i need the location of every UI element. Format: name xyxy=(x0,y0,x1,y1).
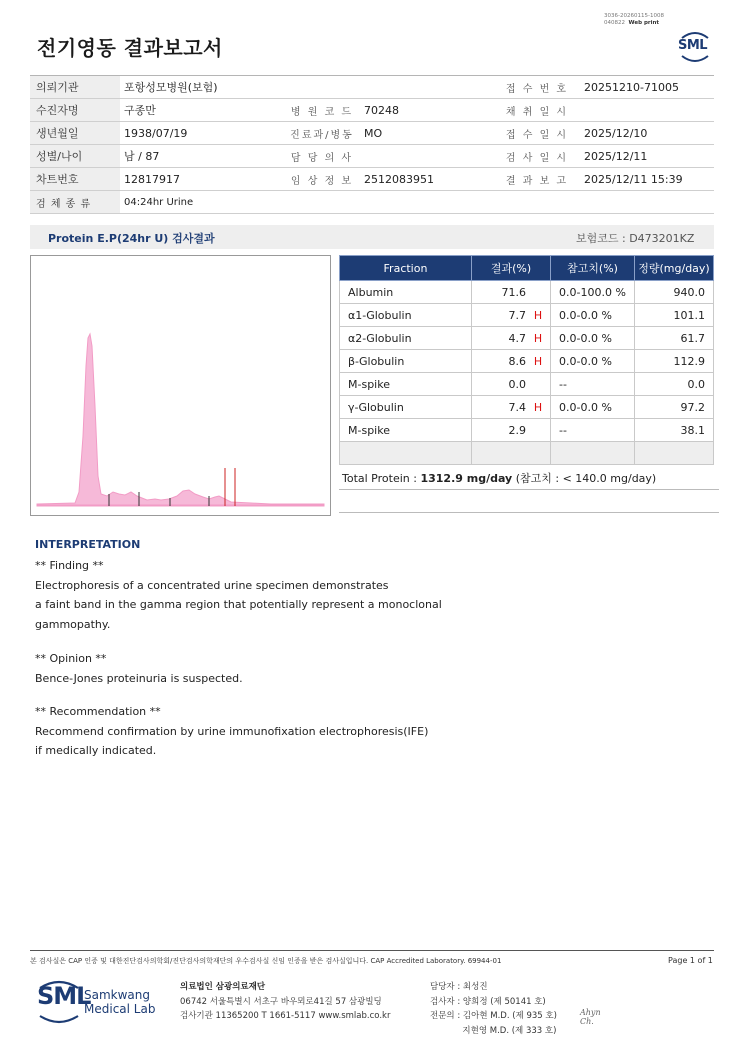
info-value: MO xyxy=(360,122,490,145)
info-value: 2025/12/11 xyxy=(580,145,714,168)
fraction-name: β-Globulin xyxy=(340,350,472,373)
info-value: 70248 xyxy=(360,99,490,122)
fraction-amount: 0.0 xyxy=(635,373,714,396)
high-flag: H xyxy=(533,400,543,414)
col-header-fraction: Fraction xyxy=(340,256,472,281)
info-row xyxy=(30,122,714,145)
fraction-amount: 38.1 xyxy=(635,419,714,442)
fraction-result: 7.7 H xyxy=(472,304,551,327)
signature: Ahyn Ch. xyxy=(580,1008,601,1026)
info-value: 2025/12/10 xyxy=(580,122,714,145)
high-flag: H xyxy=(533,308,543,322)
electrophoresis-graph xyxy=(30,255,331,516)
fraction-result: 4.7 H xyxy=(472,327,551,350)
fraction-name: M-spike xyxy=(340,373,472,396)
info-value xyxy=(360,145,490,168)
interpretation-heading: INTERPRETATION xyxy=(35,538,141,551)
fraction-reference: -- xyxy=(551,373,635,396)
info-row xyxy=(30,99,714,122)
info-label: 성별/나이 xyxy=(30,145,120,168)
info-label: 의뢰기관 xyxy=(30,76,120,99)
print-code: 3036-20260115-1008 040822 Web print xyxy=(604,13,664,26)
info-label: 담 당 의 사 xyxy=(280,145,360,168)
sml-logo: SML xyxy=(676,30,714,64)
footer-divider xyxy=(30,950,714,951)
staff-info: 담당자 : 최성진 검사자 : 양희정 (제 50141 호) 전문의 : 김아현 M.D. (제 935 호) 지현영 M.D. (제 333 호) xyxy=(430,982,557,1036)
divider xyxy=(339,512,719,513)
fraction-result: 0.0 xyxy=(472,373,551,396)
section-title: Protein E.P(24hr U) 검사결과 xyxy=(48,232,215,245)
info-label: 채 취 일 시 xyxy=(490,99,580,122)
info-row xyxy=(30,168,714,191)
info-row xyxy=(30,76,714,99)
fraction-amount: 101.1 xyxy=(635,304,714,327)
fraction-row xyxy=(340,396,714,419)
page-number: Page 1 of 1 xyxy=(668,956,713,965)
info-value: 20251210-71005 xyxy=(580,76,714,99)
logo-swoosh-icon xyxy=(36,978,82,1026)
info-label: 차트번호 xyxy=(30,168,120,191)
info-label: 결 과 보 고 xyxy=(490,168,580,191)
divider xyxy=(339,489,719,490)
info-value: 1938/07/19 xyxy=(120,122,280,145)
specimen-value: 04:24hr Urine xyxy=(120,191,714,214)
col-header-amount: 정량(mg/day) xyxy=(635,256,714,281)
fraction-reference: 0.0-0.0 % xyxy=(551,327,635,350)
fraction-reference: 0.0-100.0 % xyxy=(551,281,635,304)
info-label: 생년월일 xyxy=(30,122,120,145)
blank-row xyxy=(340,442,714,465)
patient-info-table xyxy=(30,75,714,214)
fraction-name: α2-Globulin xyxy=(340,327,472,350)
fraction-reference: -- xyxy=(551,419,635,442)
fraction-reference: 0.0-0.0 % xyxy=(551,396,635,419)
fraction-name: M-spike xyxy=(340,419,472,442)
fraction-name: α1-Globulin xyxy=(340,304,472,327)
info-label: 수진자명 xyxy=(30,99,120,122)
fraction-amount: 97.2 xyxy=(635,396,714,419)
info-value: 2025/12/11 15:39 xyxy=(580,168,714,191)
info-label: 검 사 일 시 xyxy=(490,145,580,168)
info-value: 2512083951 xyxy=(360,168,490,191)
info-value: 남 / 87 xyxy=(120,145,280,168)
fraction-result: 71.6 xyxy=(472,281,551,304)
total-protein: Total Protein : 1312.9 mg/day (참고치 : < 140.0 mg/day) xyxy=(342,472,657,485)
info-label: 임 상 정 보 xyxy=(280,168,360,191)
fraction-result: 2.9 xyxy=(472,419,551,442)
fraction-row xyxy=(340,304,714,327)
fraction-amount: 112.9 xyxy=(635,350,714,373)
info-row xyxy=(30,145,714,168)
info-label: 접 수 일 시 xyxy=(490,122,580,145)
specimen-row xyxy=(30,191,714,214)
info-value xyxy=(580,99,714,122)
accreditation-note: 본 검사실은 CAP 인증 및 대한진단검사의학회/진단검사의학재단의 우수검사실 신임 인증을 받은 검사실입니다. CAP Accredited Laboratory. 69944-01 xyxy=(30,957,502,965)
info-label: 진료과/병동 xyxy=(280,122,360,145)
high-flag: H xyxy=(533,354,543,368)
fraction-amount: 940.0 xyxy=(635,281,714,304)
densitometry-curve xyxy=(31,256,330,515)
fraction-name: Albumin xyxy=(340,281,472,304)
info-value: 12817917 xyxy=(120,168,280,191)
finding-block: ** Finding ** Electrophoresis of a concentrated urine specimen demonstrates a faint band in the gamma region that potentially represent a monoclonal gammopathy. xyxy=(35,559,442,631)
fraction-row xyxy=(340,281,714,304)
fraction-reference: 0.0-0.0 % xyxy=(551,304,635,327)
info-value: 구종만 xyxy=(120,99,280,122)
fraction-result: 7.4 H xyxy=(472,396,551,419)
info-value: 포항성모병원(보험) xyxy=(120,76,280,99)
fraction-table xyxy=(339,255,714,465)
fraction-name: γ-Globulin xyxy=(340,396,472,419)
col-header-reference: 참고치(%) xyxy=(551,256,635,281)
page-title: 전기영동 결과보고서 xyxy=(37,36,223,60)
protein-curve xyxy=(37,334,324,506)
fraction-row xyxy=(340,350,714,373)
opinion-block: ** Opinion ** Bence-Jones proteinuria is suspected. xyxy=(35,652,243,685)
info-label: 병 원 코 드 xyxy=(280,99,360,122)
organization-info: 의료법인 삼광의료재단 06742 서울특별시 서초구 바우뫼로41길 57 삼광빌딩 검사기관 11365200 T 1661-5117 www.smlab.co.kr xyxy=(180,982,391,1021)
insurance-code: 보험코드 : D473201KZ xyxy=(576,232,695,245)
samkwang-logo: SML xyxy=(37,982,91,1010)
fraction-reference: 0.0-0.0 % xyxy=(551,350,635,373)
fraction-result: 8.6 H xyxy=(472,350,551,373)
col-header-result: 결과(%) xyxy=(472,256,551,281)
logo-wordmark: Samkwang Medical Lab xyxy=(84,988,156,1016)
info-value xyxy=(360,76,490,99)
high-flag: H xyxy=(533,331,543,345)
info-label xyxy=(280,76,360,99)
fraction-row xyxy=(340,419,714,442)
recommendation-block: ** Recommendation ** Recommend confirmation by urine immunofixation electrophoresis(IFE) if medically indicated. xyxy=(35,705,429,757)
info-label: 접 수 번 호 xyxy=(490,76,580,99)
fraction-amount: 61.7 xyxy=(635,327,714,350)
fraction-row xyxy=(340,373,714,396)
fraction-row xyxy=(340,327,714,350)
specimen-label: 검 체 종 류 xyxy=(30,191,120,214)
